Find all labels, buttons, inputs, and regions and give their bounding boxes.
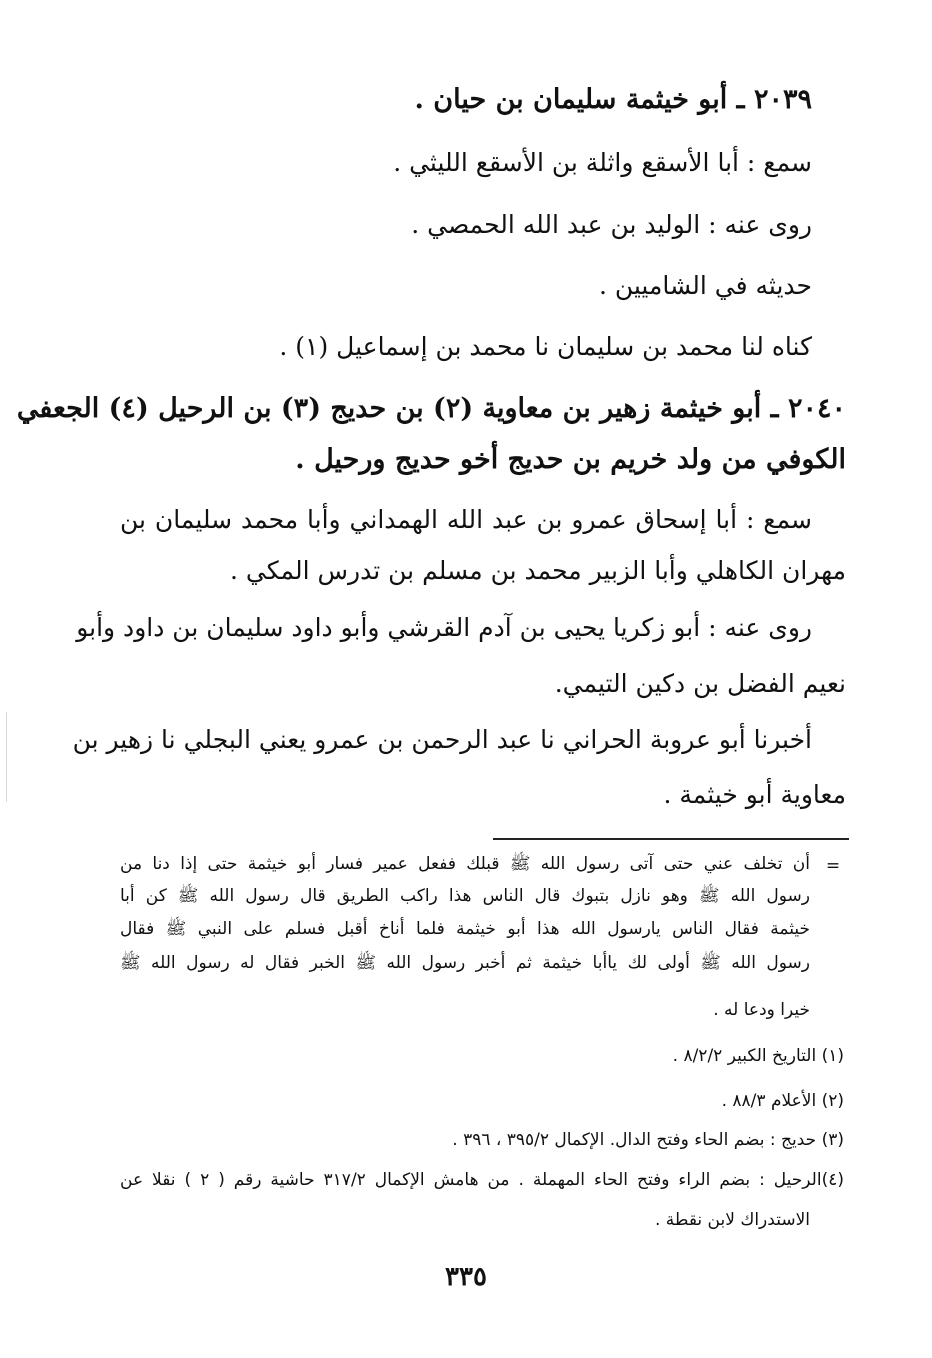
footnote-continuation-line: رسول الله ﷺ أولى لك ياأبا خيثمة ثم أخبر رسول الله ﷺ الخبر فقال له رسول الله ﷺ: [120, 953, 810, 973]
entry-2039-line: كناه لنا محمد بن سليمان نا محمد بن إسماعيل (١) .: [279, 332, 812, 361]
entry-2039-line: حديثه في الشاميين .: [598, 271, 812, 300]
page-number: ٣٣٥: [445, 1262, 487, 1292]
footnote-1: (١) التاريخ الكبير ٨/٢/٢ .: [672, 1046, 844, 1066]
footnote-2: (٢) الأعلام ٨٨/٣ .: [721, 1091, 844, 1111]
footnote-continuation-line: أن تخلف عني حتى آتى رسول الله ﷺ قبلك ففعل عمير فسار أبو خيثمة حتى إذا دنا من: [120, 854, 810, 874]
footnote-4-continuation: الاستدراك لابن نقطة .: [654, 1210, 810, 1230]
footnote-separator: [493, 838, 849, 840]
footnote-continuation-line: خيرا ودعا له .: [713, 1000, 810, 1020]
entry-2040-line: أخبرنا أبو عروبة الحراني نا عبد الرحمن بن عمرو يعني البجلي نا زهير بن: [72, 725, 812, 754]
footnote-3: (٣) حديج : بضم الحاء وفتح الدال. الإكمال ٣٩٥/٢ ، ٣٩٦ .: [452, 1130, 844, 1150]
footnote-continuation-line: خيثمة فقال الناس يارسول الله هذا أبو خيثمة فلما أناخ أقبل فسلم على النبي ﷺ فقال: [120, 919, 810, 939]
footnote-4: (٤)الرحيل : بضم الراء وفتح الحاء المهملة . من هامش الإكمال ٣١٧/٢ حاشية رقم ( ٢ ) نقلا عن: [120, 1170, 844, 1190]
entry-2039-line: روى عنه : الوليد بن عبد الله الحمصي .: [411, 210, 812, 239]
entry-2040-heading: ٢٠٤٠ ـ أبو خيثمة زهير بن معاوية (٢) بن حديج (٣) بن الرحيل (٤) الجعفي: [16, 393, 846, 424]
margin-scan-artifact: [6, 712, 7, 802]
footnote-continuation-line: رسول الله ﷺ وهو نازل بتبوك قال الناس هذا راكب الطريق قال رسول الله ﷺ كن أبا: [120, 886, 810, 906]
entry-2040-line: معاوية أبو خيثمة .: [663, 780, 846, 809]
entry-2040-line: نعيم الفضل بن دكين التيمي.: [554, 669, 846, 698]
entry-2039-heading: ٢٠٣٩ ـ أبو خيثمة سليمان بن حيان .: [414, 84, 812, 115]
entry-2040-line: مهران الكاهلي وأبا الزبير محمد بن مسلم بن تدرس المكي .: [230, 556, 846, 585]
entry-2040-line: روى عنه : أبو زكريا يحيى بن آدم القرشي وأبو داود سليمان بن داود وأبو: [76, 613, 812, 642]
entry-2039-line: سمع : أبا الأسقع واثلة بن الأسقع الليثي .: [393, 148, 812, 177]
entry-2040-heading: الكوفي من ولد خريم بن حديج أخو حديج ورحيل .: [295, 444, 846, 475]
entry-2040-line: سمع : أبا إسحاق عمرو بن عبد الله الهمداني وأبا محمد سليمان بن: [120, 505, 812, 534]
continuation-mark: =: [825, 856, 841, 876]
